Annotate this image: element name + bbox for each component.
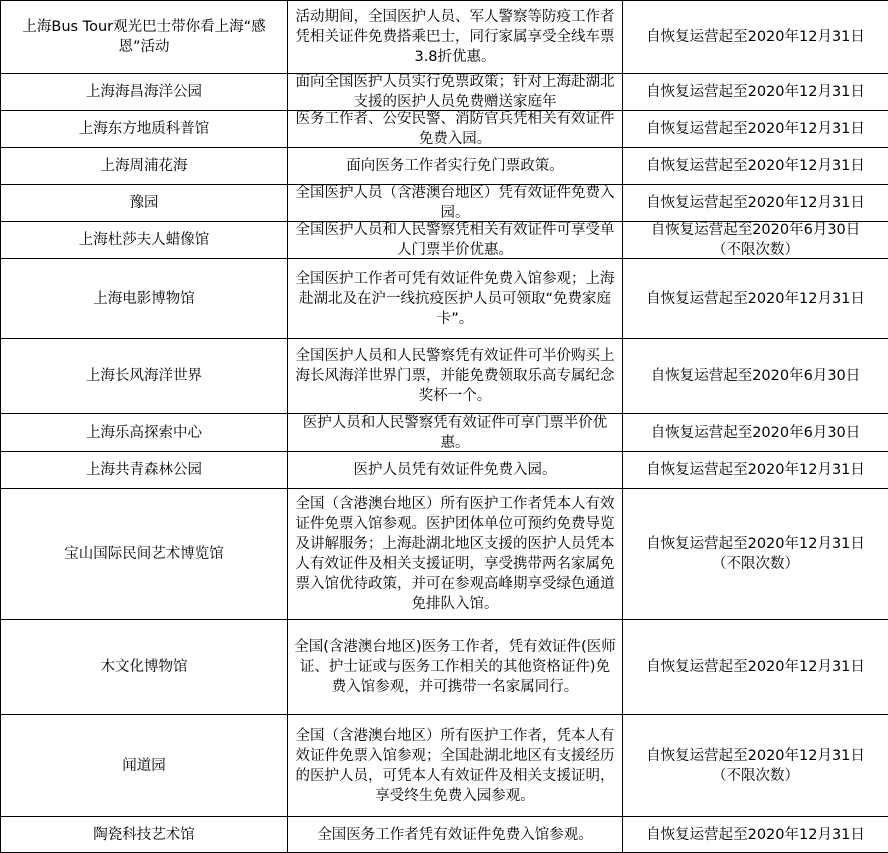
table-row: [1, 489, 888, 620]
period-cell: [623, 489, 888, 620]
period-note: （不限次数）: [627, 240, 884, 258]
policy-cell: [288, 1, 623, 74]
period-text: 自恢复运营起至2020年12月31日: [627, 289, 884, 309]
period-cell: [623, 715, 888, 817]
policy-cell: [288, 452, 623, 489]
policy-cell: [288, 148, 623, 185]
period-cell: [623, 452, 888, 489]
period-note: （不限次数）: [627, 766, 884, 786]
venue-name: 上海乐高探索中心: [5, 423, 283, 443]
venue-cell: [1, 715, 288, 817]
period-cell: [623, 339, 888, 414]
table-row: [1, 74, 888, 111]
period-text: 自恢复运营起至2020年12月31日: [627, 156, 884, 176]
policy-cell: [288, 74, 623, 111]
period-cell: [623, 111, 888, 148]
period-text: 自恢复运营起至2020年12月31日: [627, 193, 884, 213]
policy-text: 全国(含港澳台地区)医务工作者，凭有效证件(医师证、护士证或与医务工作相关的其他资格证件)免费入馆参观，并可携带一名家属同行。: [294, 637, 616, 697]
period-text: 自恢复运营起至2020年12月31日: [627, 82, 884, 102]
venue-name: 闻道园: [5, 756, 283, 776]
policy-text: 医护人员和人民警察凭有效证件可享门票半价优惠。: [294, 414, 616, 451]
policy-text: 全国（含港澳台地区）所有医护工作者，凭本人有效证件免票入馆参观；全国赴湖北地区有支援经历的医护人员，可凭本人有效证件及相关支援证明，享受终生免费入园参观。: [294, 726, 616, 806]
table-row: [1, 817, 888, 853]
policy-text: 全国医护人员和人民警察凭相关有效证件可享受单人门票半价优惠。: [294, 222, 616, 258]
table-row: [1, 259, 888, 339]
venue-name: 上海长风海洋世界: [5, 366, 283, 386]
venue-cell: [1, 620, 288, 715]
table-row: [1, 452, 888, 489]
policy-text: 医务工作者、公安民警、消防官兵凭相关有效证件免费入园。: [294, 111, 616, 147]
venue-cell: [1, 259, 288, 339]
policy-cell: [288, 259, 623, 339]
table-row: [1, 148, 888, 185]
venue-cell: [1, 452, 288, 489]
period-note: （不限次数）: [627, 554, 884, 574]
table-row: [1, 620, 888, 715]
venue-cell: [1, 339, 288, 414]
table-row: [1, 414, 888, 452]
period-cell: [623, 620, 888, 715]
policy-cell: [288, 222, 623, 259]
table-row: [1, 1, 888, 74]
policy-text: 全国（含港澳台地区）所有医护工作者凭本人有效证件免票入馆参观。医护团体单位可预约免费导览及讲解服务；上海赴湖北地区支援的医护人员凭本人有效证件及相关支援证明，享受携带两名家属免票入馆优待政策，并可在参观高峰期享受绿色通道免排队入馆。: [294, 494, 616, 614]
venue-name: 上海共青森林公园: [5, 460, 283, 480]
policy-text: 全国医护人员（含港澳台地区）凭有效证件免费入园。: [294, 185, 616, 221]
period-cell: [623, 259, 888, 339]
venue-cell: [1, 489, 288, 620]
period-text: 自恢复运营起至2020年12月31日: [627, 460, 884, 480]
period-text: 自恢复运营起至2020年12月31日: [627, 119, 884, 139]
venue-name: 上海东方地质科普馆: [5, 119, 283, 139]
venue-name: 上海海昌海洋公园: [5, 82, 283, 102]
policy-text: 全国医护工作者可凭有效证件免费入馆参观；上海赴湖北及在沪一线抗疫医护人员可领取“免费家庭卡”。: [294, 269, 616, 329]
venue-cell: [1, 1, 288, 74]
table-body: [1, 1, 888, 853]
policy-cell: [288, 414, 623, 452]
policy-cell: [288, 817, 623, 853]
period-cell: [623, 1, 888, 74]
table-row: [1, 339, 888, 414]
policy-cell: [288, 620, 623, 715]
policy-text: 面向医务工作者实行免门票政策。: [294, 156, 616, 176]
policy-text: 面向全国医护人员实行免票政策；针对上海赴湖北支援的医护人员免费赠送家庭年: [294, 74, 616, 110]
venue-cell: [1, 185, 288, 222]
venue-name: 上海电影博物馆: [5, 289, 283, 309]
period-cell: [623, 148, 888, 185]
venue-name: 上海杜莎夫人蜡像馆: [5, 230, 283, 250]
period-text: 自恢复运营起至2020年12月31日: [627, 746, 884, 766]
policy-text: 医护人员凭有效证件免费入园。: [294, 460, 616, 480]
table-row: [1, 715, 888, 817]
period-cell: [623, 185, 888, 222]
venue-name: 豫园: [5, 193, 283, 213]
period-text: 自恢复运营起至2020年12月31日: [627, 27, 884, 47]
venue-cell: [1, 74, 288, 111]
period-cell: [623, 817, 888, 853]
venue-name: 木文化博物馆: [5, 657, 283, 677]
venue-name: 上海Bus Tour观光巴士带你看上海“感恩”活动: [5, 17, 283, 57]
venue-name: 宝山国际民间艺术博览馆: [5, 544, 283, 564]
table-row: [1, 185, 888, 222]
period-cell: [623, 74, 888, 111]
policy-text: 全国医务工作者凭有效证件免费入馆参观。: [294, 825, 616, 845]
period-text: 自恢复运营起至2020年6月30日: [627, 423, 884, 443]
policy-cell: [288, 339, 623, 414]
venue-cell: [1, 111, 288, 148]
venue-cell: [1, 222, 288, 259]
table-row: [1, 111, 888, 148]
venue-cell: [1, 414, 288, 452]
venue-name: 陶瓷科技艺术馆: [5, 825, 283, 845]
period-text: 自恢复运营起至2020年12月31日: [627, 825, 884, 845]
policy-text: 活动期间，全国医护人员、军人警察等防疫工作者凭相关证件免费搭乘巴士，同行家属享受全线车票3.8折优惠。: [294, 7, 616, 67]
period-text: 自恢复运营起至2020年6月30日: [627, 366, 884, 386]
period-cell: [623, 222, 888, 259]
period-text: 自恢复运营起至2020年12月31日: [627, 534, 884, 554]
venue-cell: [1, 817, 288, 853]
policy-text: 全国医护人员和人民警察凭有效证件可半价购买上海长风海洋世界门票，并能免费领取乐高专属纪念奖杯一个。: [294, 346, 616, 406]
policy-cell: [288, 111, 623, 148]
venue-name: 上海周浦花海: [5, 156, 283, 176]
period-text: 自恢复运营起至2020年6月30日: [627, 222, 884, 240]
policy-cell: [288, 489, 623, 620]
venue-cell: [1, 148, 288, 185]
period-cell: [623, 414, 888, 452]
policy-cell: [288, 715, 623, 817]
period-text: 自恢复运营起至2020年12月31日: [627, 657, 884, 677]
policy-cell: [288, 185, 623, 222]
table-row: [1, 222, 888, 259]
